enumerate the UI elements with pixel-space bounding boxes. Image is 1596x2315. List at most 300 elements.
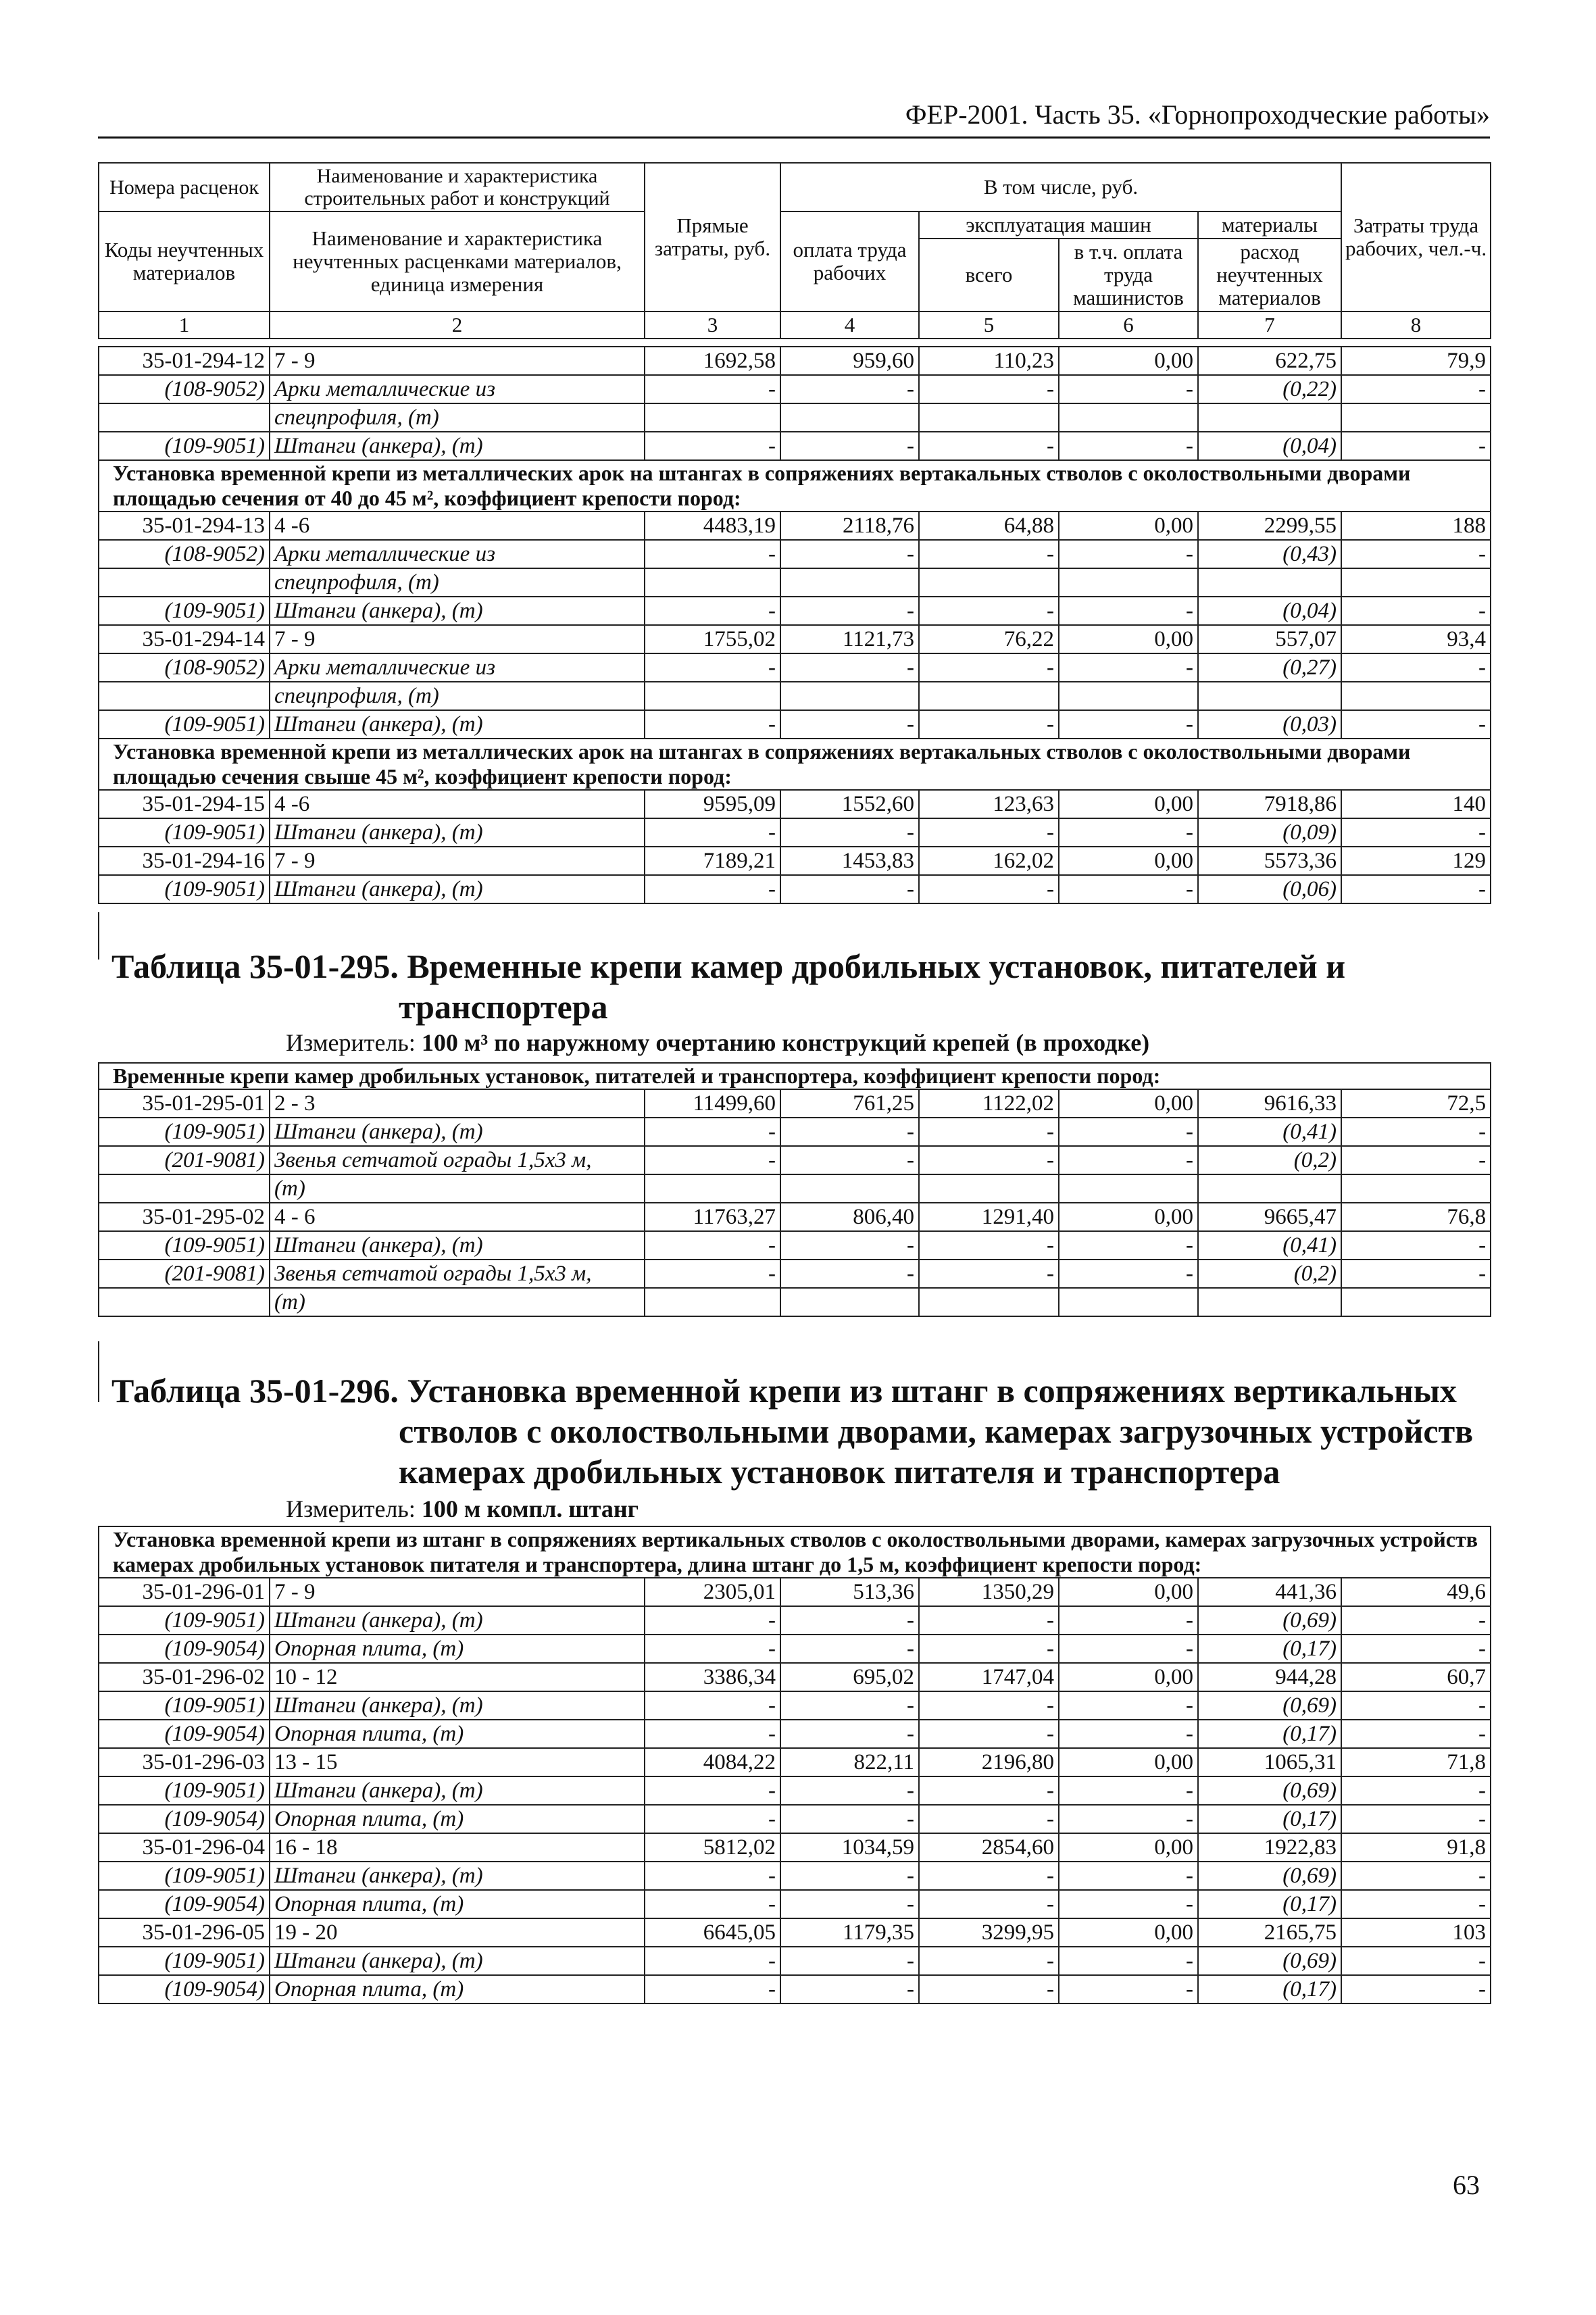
machines-total: - (919, 818, 1059, 847)
operator-pay (1059, 1174, 1198, 1203)
materials: (0,17) (1198, 1635, 1341, 1663)
labor-hours: 71,8 (1341, 1748, 1491, 1776)
work-description: Звенья сетчатой ограды 1,5х3 м, (270, 1146, 645, 1174)
table-row (99, 1288, 1491, 1316)
machines-total: 110,23 (919, 347, 1059, 375)
rate-code: (109-9051) (99, 875, 270, 903)
header-rule (98, 136, 1490, 139)
section-row (99, 1526, 1491, 1578)
labor-hours: - (1341, 1118, 1491, 1146)
worker-pay: - (780, 1146, 919, 1174)
machines-total: - (919, 653, 1059, 682)
col-number: 2 (270, 312, 645, 339)
work-description: Штанги (анкера), (т) (270, 1776, 645, 1805)
labor-hours: 188 (1341, 512, 1491, 540)
labor-hours: - (1341, 1606, 1491, 1635)
table-296-meter (286, 1495, 639, 1523)
labor-hours: 79,9 (1341, 347, 1491, 375)
direct-costs: - (645, 1231, 780, 1260)
work-description: 19 - 20 (270, 1918, 645, 1947)
rate-code: (109-9051) (99, 1231, 270, 1260)
col-header-rate-numbers: Номера расценок (99, 163, 270, 211)
table-row (99, 790, 1491, 818)
table-295-title-line2: транспортера (399, 988, 608, 1026)
work-description: Штанги (анкера), (т) (270, 1231, 645, 1260)
table-row (99, 653, 1491, 682)
worker-pay: 959,60 (780, 347, 919, 375)
machines-total: - (919, 1635, 1059, 1663)
machines-total: - (919, 540, 1059, 568)
labor-hours: 49,6 (1341, 1578, 1491, 1606)
col-header-operator-pay: в т.ч. оплата труда машинистов (1059, 239, 1198, 312)
machines-total: 1350,29 (919, 1578, 1059, 1606)
worker-pay: - (780, 1862, 919, 1890)
rates-table-294 (98, 346, 1491, 904)
materials: (0,2) (1198, 1146, 1341, 1174)
work-description: Опорная плита, (т) (270, 1635, 645, 1663)
labor-hours (1341, 568, 1491, 597)
direct-costs (645, 682, 780, 710)
operator-pay: 0,00 (1059, 1089, 1198, 1118)
worker-pay: - (780, 1231, 919, 1260)
worker-pay (780, 1174, 919, 1203)
materials: (0,17) (1198, 1975, 1341, 2003)
work-description: Штанги (анкера), (т) (270, 1118, 645, 1146)
work-description: Штанги (анкера), (т) (270, 1691, 645, 1720)
materials: (0,69) (1198, 1776, 1341, 1805)
labor-hours: 76,8 (1341, 1203, 1491, 1231)
operator-pay: 0,00 (1059, 1918, 1198, 1947)
table-295-title-line1: Таблица 35-01-295. Временные крепи камер дробильных установок, питателей и (111, 947, 1346, 985)
operator-pay: 0,00 (1059, 347, 1198, 375)
operator-pay: - (1059, 1776, 1198, 1805)
col-number: 7 (1198, 312, 1341, 339)
table-row (99, 1635, 1491, 1663)
work-description: Штанги (анкера), (т) (270, 818, 645, 847)
rate-code: (108-9052) (99, 375, 270, 403)
table-row (99, 347, 1491, 375)
labor-hours: - (1341, 1947, 1491, 1975)
table-row (99, 818, 1491, 847)
machines-total (919, 1288, 1059, 1316)
direct-costs: - (645, 1975, 780, 2003)
col-header-material-name: Наименование и характеристика неучтенных расценками материалов, единица измерения (270, 211, 645, 312)
table-296-title (111, 1370, 1490, 1492)
rate-code: (201-9081) (99, 1146, 270, 1174)
rate-code: 35-01-296-04 (99, 1833, 270, 1862)
labor-hours: - (1341, 1805, 1491, 1833)
direct-costs: - (645, 1862, 780, 1890)
worker-pay: 761,25 (780, 1089, 919, 1118)
work-description: Арки металлические из (270, 653, 645, 682)
section-row (99, 1063, 1491, 1089)
direct-costs: - (645, 1260, 780, 1288)
rate-code: (109-9051) (99, 1862, 270, 1890)
rate-code: (108-9052) (99, 653, 270, 682)
machines-total: - (919, 1975, 1059, 2003)
table-row (99, 1947, 1491, 1975)
labor-hours (1341, 1288, 1491, 1316)
machines-total: 162,02 (919, 847, 1059, 875)
direct-costs: 3386,34 (645, 1663, 780, 1691)
rate-code: 35-01-294-16 (99, 847, 270, 875)
labor-hours: 140 (1341, 790, 1491, 818)
work-description: Опорная плита, (т) (270, 1890, 645, 1918)
table-row (99, 1260, 1491, 1288)
labor-hours: 72,5 (1341, 1089, 1491, 1118)
materials: 557,07 (1198, 625, 1341, 653)
work-description: 4 - 6 (270, 1203, 645, 1231)
materials: 1922,83 (1198, 1833, 1341, 1862)
labor-hours (1341, 403, 1491, 432)
worker-pay: 695,02 (780, 1663, 919, 1691)
direct-costs (645, 403, 780, 432)
left-margin-line (98, 1341, 99, 1402)
worker-pay: - (780, 1947, 919, 1975)
labor-hours: - (1341, 540, 1491, 568)
table-295-title (111, 946, 1490, 1027)
direct-costs: 9595,09 (645, 790, 780, 818)
table-row (99, 1231, 1491, 1260)
materials: (0,27) (1198, 653, 1341, 682)
table-295-meter (286, 1028, 1149, 1057)
materials: 441,36 (1198, 1578, 1341, 1606)
operator-pay: - (1059, 1606, 1198, 1635)
worker-pay: 1552,60 (780, 790, 919, 818)
machines-total: 64,88 (919, 512, 1059, 540)
machines-total: 2854,60 (919, 1833, 1059, 1862)
worker-pay (780, 1288, 919, 1316)
worker-pay: 1179,35 (780, 1918, 919, 1947)
materials (1198, 568, 1341, 597)
materials: (0,41) (1198, 1118, 1341, 1146)
direct-costs: - (645, 1890, 780, 1918)
materials: (0,43) (1198, 540, 1341, 568)
meter-value: 100 м компл. штанг (421, 1495, 639, 1522)
materials: (0,41) (1198, 1231, 1341, 1260)
machines-total: - (919, 1231, 1059, 1260)
materials (1198, 682, 1341, 710)
table-row (99, 568, 1491, 597)
labor-hours: - (1341, 1691, 1491, 1720)
rate-code: (109-9051) (99, 1947, 270, 1975)
direct-costs: - (645, 875, 780, 903)
direct-costs: 11499,60 (645, 1089, 780, 1118)
worker-pay: - (780, 1805, 919, 1833)
worker-pay: - (780, 710, 919, 739)
machines-total: - (919, 1260, 1059, 1288)
materials: (0,17) (1198, 1890, 1341, 1918)
left-margin-line (98, 912, 99, 960)
direct-costs (645, 568, 780, 597)
labor-hours: - (1341, 1260, 1491, 1288)
labor-hours: - (1341, 1890, 1491, 1918)
table-row (99, 1833, 1491, 1862)
rate-code: 35-01-294-14 (99, 625, 270, 653)
work-description: 16 - 18 (270, 1833, 645, 1862)
rate-code: 35-01-294-13 (99, 512, 270, 540)
worker-pay: - (780, 1975, 919, 2003)
table-row (99, 625, 1491, 653)
direct-costs: 4084,22 (645, 1748, 780, 1776)
labor-hours: - (1341, 432, 1491, 460)
operator-pay: - (1059, 540, 1198, 568)
worker-pay: 2118,76 (780, 512, 919, 540)
worker-pay: - (780, 1776, 919, 1805)
operator-pay: - (1059, 1635, 1198, 1663)
direct-costs: 1692,58 (645, 347, 780, 375)
worker-pay: - (780, 1691, 919, 1720)
labor-hours: - (1341, 375, 1491, 403)
materials: (0,17) (1198, 1805, 1341, 1833)
work-description: Опорная плита, (т) (270, 1975, 645, 2003)
direct-costs: - (645, 597, 780, 625)
machines-total: - (919, 1805, 1059, 1833)
operator-pay: - (1059, 653, 1198, 682)
col-header-labor: Затраты труда рабочих, чел.-ч. (1341, 163, 1491, 312)
labor-hours (1341, 682, 1491, 710)
table-row (99, 1089, 1491, 1118)
materials (1198, 1288, 1341, 1316)
operator-pay (1059, 682, 1198, 710)
worker-pay: - (780, 818, 919, 847)
meter-label: Измеритель: (286, 1495, 416, 1522)
work-description: Опорная плита, (т) (270, 1805, 645, 1833)
rate-code (99, 1174, 270, 1203)
labor-hours: - (1341, 653, 1491, 682)
rate-code: (109-9054) (99, 1975, 270, 2003)
worker-pay: - (780, 1118, 919, 1146)
work-description: 7 - 9 (270, 1578, 645, 1606)
table-row (99, 682, 1491, 710)
materials: 5573,36 (1198, 847, 1341, 875)
operator-pay: - (1059, 1947, 1198, 1975)
worker-pay: - (780, 597, 919, 625)
machines-total: - (919, 875, 1059, 903)
operator-pay (1059, 1288, 1198, 1316)
section-heading: Временные крепи камер дробильных установок, питателей и транспортера, коэффициент крепости пород: (99, 1063, 1491, 1089)
worker-pay: - (780, 653, 919, 682)
operator-pay (1059, 568, 1198, 597)
col-number: 3 (645, 312, 780, 339)
rate-code: (201-9081) (99, 1260, 270, 1288)
worker-pay (780, 403, 919, 432)
col-header-work-name: Наименование и характеристика строительных работ и конструкций (270, 163, 645, 211)
materials: 9665,47 (1198, 1203, 1341, 1231)
worker-pay: 1034,59 (780, 1833, 919, 1862)
labor-hours: - (1341, 875, 1491, 903)
materials: (0,69) (1198, 1947, 1341, 1975)
table-row (99, 1146, 1491, 1174)
rate-code: 35-01-296-03 (99, 1748, 270, 1776)
direct-costs: - (645, 710, 780, 739)
labor-hours: - (1341, 1975, 1491, 2003)
worker-pay: - (780, 540, 919, 568)
direct-costs: - (645, 1720, 780, 1748)
column-header-table (98, 162, 1491, 339)
rate-code: (109-9051) (99, 432, 270, 460)
rate-code: (109-9054) (99, 1720, 270, 1748)
worker-pay: 1453,83 (780, 847, 919, 875)
table-row (99, 1720, 1491, 1748)
rate-code: (108-9052) (99, 540, 270, 568)
work-description: Арки металлические из (270, 375, 645, 403)
direct-costs (645, 1288, 780, 1316)
materials: 2165,75 (1198, 1918, 1341, 1947)
rate-code (99, 682, 270, 710)
direct-costs: - (645, 1635, 780, 1663)
labor-hours: - (1341, 1720, 1491, 1748)
table-row (99, 1203, 1491, 1231)
operator-pay: - (1059, 1231, 1198, 1260)
operator-pay: 0,00 (1059, 1833, 1198, 1862)
operator-pay: 0,00 (1059, 790, 1198, 818)
materials: (0,69) (1198, 1862, 1341, 1890)
direct-costs: 1755,02 (645, 625, 780, 653)
labor-hours: 60,7 (1341, 1663, 1491, 1691)
machines-total: - (919, 1890, 1059, 1918)
worker-pay: 822,11 (780, 1748, 919, 1776)
operator-pay: - (1059, 818, 1198, 847)
operator-pay: - (1059, 1118, 1198, 1146)
direct-costs: 7189,21 (645, 847, 780, 875)
machines-total (919, 1174, 1059, 1203)
work-description: 7 - 9 (270, 847, 645, 875)
direct-costs: - (645, 1947, 780, 1975)
table-row (99, 847, 1491, 875)
table-296-title-line1: Таблица 35-01-296. Установка временной крепи из штанг в сопряжениях вертикальных (111, 1372, 1457, 1410)
meter-value: 100 м³ по наружному очертанию конструкций крепей (в проходке) (421, 1029, 1150, 1056)
table-row (99, 1118, 1491, 1146)
work-description: Штанги (анкера), (т) (270, 597, 645, 625)
rate-code: (109-9051) (99, 1691, 270, 1720)
col-header-direct-costs: Прямые затраты, руб. (645, 163, 780, 312)
rate-code: (109-9051) (99, 1776, 270, 1805)
work-description: 13 - 15 (270, 1748, 645, 1776)
materials: 9616,33 (1198, 1089, 1341, 1118)
machines-total: - (919, 710, 1059, 739)
work-description: Штанги (анкера), (т) (270, 1606, 645, 1635)
materials: (0,03) (1198, 710, 1341, 739)
rate-code: (109-9051) (99, 1118, 270, 1146)
table-row (99, 1862, 1491, 1890)
materials: (0,22) (1198, 375, 1341, 403)
operator-pay: 0,00 (1059, 847, 1198, 875)
rate-code: (109-9054) (99, 1805, 270, 1833)
rate-code: (109-9051) (99, 597, 270, 625)
labor-hours: - (1341, 1862, 1491, 1890)
worker-pay (780, 682, 919, 710)
rate-code: (109-9054) (99, 1635, 270, 1663)
rate-code: (109-9051) (99, 818, 270, 847)
direct-costs: - (645, 1805, 780, 1833)
operator-pay: 0,00 (1059, 1578, 1198, 1606)
machines-total: - (919, 1118, 1059, 1146)
labor-hours: - (1341, 1146, 1491, 1174)
direct-costs: - (645, 1691, 780, 1720)
rate-code (99, 568, 270, 597)
work-description: 4 -6 (270, 512, 645, 540)
table-row (99, 875, 1491, 903)
rate-code (99, 403, 270, 432)
machines-total: - (919, 375, 1059, 403)
labor-hours: - (1341, 597, 1491, 625)
rate-code: 35-01-296-05 (99, 1918, 270, 1947)
table-row (99, 1663, 1491, 1691)
machines-total: 76,22 (919, 625, 1059, 653)
work-description: Штанги (анкера), (т) (270, 1862, 645, 1890)
machines-total: - (919, 597, 1059, 625)
table-row (99, 1805, 1491, 1833)
machines-total: 3299,95 (919, 1918, 1059, 1947)
rows-294 (99, 347, 1491, 903)
labor-hours: - (1341, 1776, 1491, 1805)
table-row (99, 1890, 1491, 1918)
work-description: Штанги (анкера), (т) (270, 432, 645, 460)
operator-pay: - (1059, 1862, 1198, 1890)
work-description: спецпрофиля, (т) (270, 568, 645, 597)
rate-code (99, 1288, 270, 1316)
direct-costs: - (645, 1146, 780, 1174)
col-header-material-usage: расход неучтенных материалов (1198, 239, 1341, 312)
operator-pay: - (1059, 1975, 1198, 2003)
machines-total: 1122,02 (919, 1089, 1059, 1118)
direct-costs: - (645, 432, 780, 460)
worker-pay: - (780, 432, 919, 460)
work-description: (т) (270, 1288, 645, 1316)
operator-pay: - (1059, 1691, 1198, 1720)
col-header-materials: материалы (1198, 211, 1341, 239)
rate-code: 35-01-294-15 (99, 790, 270, 818)
labor-hours: 93,4 (1341, 625, 1491, 653)
table-row (99, 540, 1491, 568)
page-number: 63 (1453, 2170, 1480, 2200)
direct-costs: 6645,05 (645, 1918, 780, 1947)
operator-pay: 0,00 (1059, 1203, 1198, 1231)
machines-total: - (919, 432, 1059, 460)
table-296-title-line3: камерах дробильных установок питателя и транспортера (399, 1453, 1280, 1491)
col-header-machines: эксплуатация машин (919, 211, 1198, 239)
table-row (99, 403, 1491, 432)
table-row (99, 512, 1491, 540)
table-row (99, 1748, 1491, 1776)
machines-total: - (919, 1776, 1059, 1805)
machines-total: 1747,04 (919, 1663, 1059, 1691)
table-row (99, 1578, 1491, 1606)
direct-costs: - (645, 818, 780, 847)
operator-pay (1059, 403, 1198, 432)
labor-hours: 91,8 (1341, 1833, 1491, 1862)
direct-costs: 2305,01 (645, 1578, 780, 1606)
materials: 944,28 (1198, 1663, 1341, 1691)
operator-pay: 0,00 (1059, 625, 1198, 653)
section-row (99, 460, 1491, 512)
materials: 2299,55 (1198, 512, 1341, 540)
worker-pay: - (780, 1606, 919, 1635)
labor-hours (1341, 1174, 1491, 1203)
operator-pay: - (1059, 1260, 1198, 1288)
materials: (0,06) (1198, 875, 1341, 903)
labor-hours: 103 (1341, 1918, 1491, 1947)
machines-total: 123,63 (919, 790, 1059, 818)
col-number: 1 (99, 312, 270, 339)
rows-295 (99, 1063, 1491, 1316)
machines-total: - (919, 1146, 1059, 1174)
work-description: Штанги (анкера), (т) (270, 710, 645, 739)
col-number: 4 (780, 312, 919, 339)
table-row (99, 1918, 1491, 1947)
operator-pay: - (1059, 1720, 1198, 1748)
